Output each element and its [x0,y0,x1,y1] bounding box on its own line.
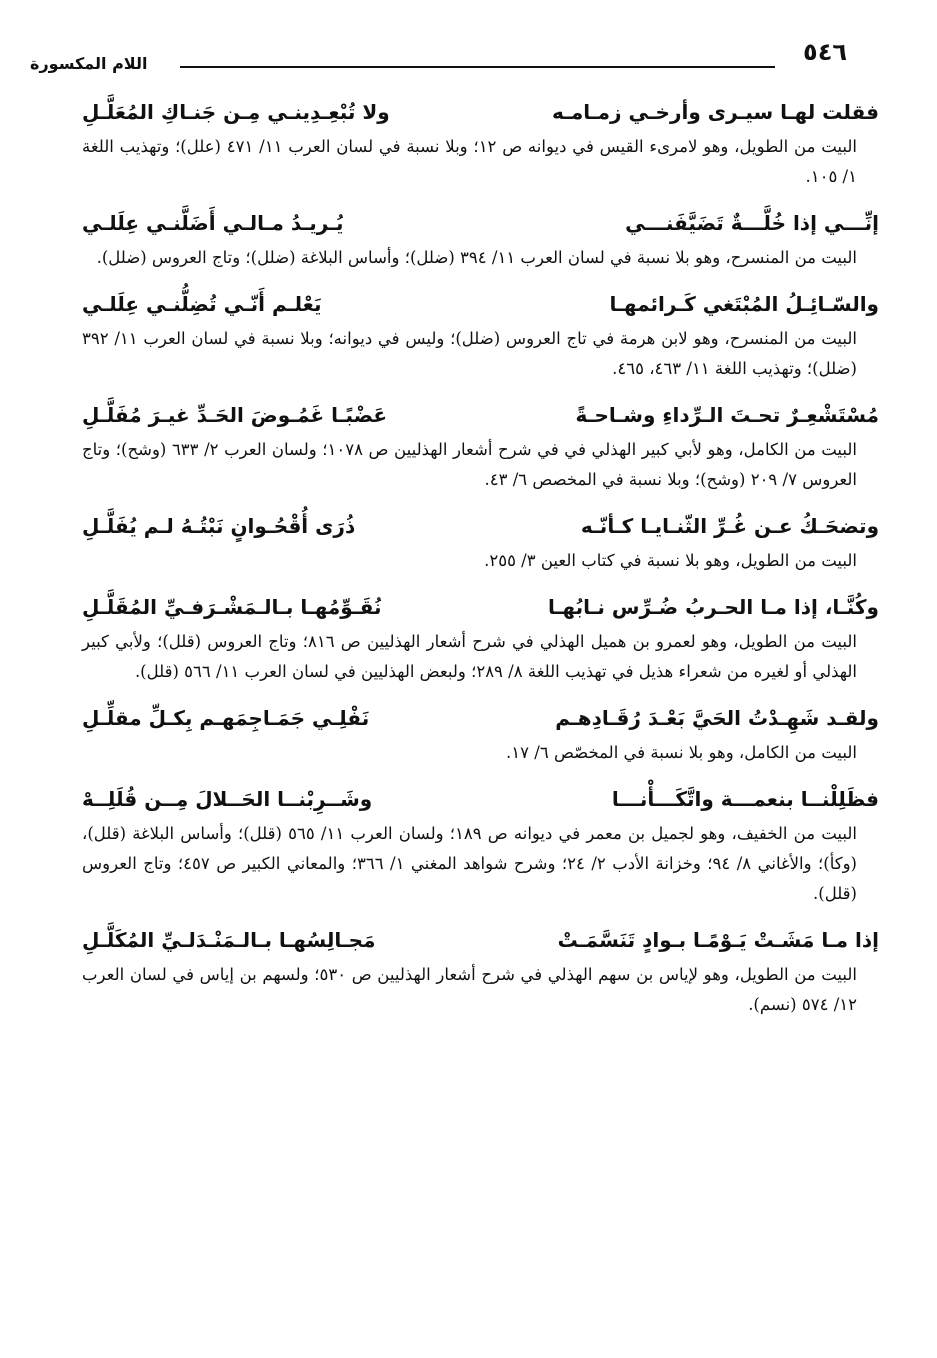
second-hemistich: يُـريـدُ مـالـي أَضَلَّنـي عِلَلـي [82,211,344,235]
second-hemistich: يَعْلـم أَنّـي تُضِلُّنـي عِلَلـي [82,292,322,316]
verse-entry [82,92,879,192]
second-hemistich: ذُرَى أُقْحُـوانٍ نَبْتُـهُ لـم يُفَلَّـلِ [82,514,356,538]
second-hemistich: نُقَـوِّمُهـا بـالـمَشْـرَفـيِّ المُقَلَّـلِ [82,595,382,619]
verse-entry [82,698,879,768]
first-hemistich: فقلت لهـا سيـرى وأرخـي زمـامـه [551,100,879,124]
verse-entry [82,395,879,495]
header-rule [180,66,775,68]
verse-entry [82,506,879,576]
first-hemistich: مُسْتَشْعِـرٌ تحـتَ الـرِّداءِ وشـاحـةً [575,403,879,427]
verse-line [82,92,879,132]
verse-entry [82,587,879,687]
footnote-text: البيت من المنسرح، وهو بلا نسبة في لسان العرب ١١/ ٣٩٤ (ضلل)؛ وأساس البلاغة (ضلل)؛ وتاج العروس (ضلل). [96,248,857,267]
verse-line [82,506,879,546]
first-hemistich: وكُنَّـا، إذا مـا الحـربُ ضُـرِّس نـابُهـا [548,595,879,619]
first-hemistich: وتضحَـكُ عـن غُـرِّ الثّنـايـا كـأنّـه [580,514,879,538]
second-hemistich: نَفْلِـي جَمَـاجِمَهـم بِكـلِّ مقلِّـلِ [82,706,370,730]
second-hemistich: ولا تُبْعِـدِينـي مِـن جَنـاكِ المُعَلَّـلِ [82,100,390,124]
footnote-text: البيت من الطويل، وهو لعمرو بن هميل الهذلي في شرح أشعار الهذليين ص ٨١٦؛ وتاج العروس (قلل)؛ ولأبي كبير الهذلي أو لغيره من شعراء هذيل في تهذيب اللغة ٨/ ٢٨٩؛ ولبعض الهذليين في لسان العرب ١١/ ٥٦٦ (قلل). [82,632,857,681]
verse-line [82,203,879,243]
first-hemistich: ولقـد شَهِـدْتُ الحَيَّ بَعْـدَ رُقَـادِهـم [555,706,879,730]
footnote-text: البيت من الكامل، وهو لأبي كبير الهذلي في في شرح أشعار الهذليين ص ١٠٧٨؛ ولسان العرب ٢/ ٦٣٣ (وشح)؛ وتاج العروس ٧/ ٢٠٩ (وشح)؛ وبلا نسبة في المخصص ٦/ ٤٣. [82,440,857,489]
verse-entries [82,92,879,1031]
first-hemistich: والسّـائِـلُ المُبْتَغي كَـرائمهـا [609,292,879,316]
page-header [30,38,847,78]
second-hemistich: عَضْبًـا غَمُـوضَ الحَـدِّ غيـرَ مُفَلَّـلِ [82,403,387,427]
footnote-text: البيت من الطويل، وهو لإياس بن سهم الهذلي في شرح أشعار الهذليين ص ٥٣٠؛ ولسهم بن إياس في لسان العرب ١٢/ ٥٧٤ (نسم). [82,965,857,1014]
verse-line [82,395,879,435]
verse-entry [82,920,879,1020]
verse-line [82,920,879,960]
verse-line [82,779,879,819]
second-hemistich: وشَــرِبْنــا الحَــلالَ مِــن قُلَلِــهْ [82,787,373,811]
footnote-text: البيت من الكامل، وهو بلا نسبة في المخصّص ٦/ ١٧. [506,743,857,762]
verse-entry [82,284,879,384]
running-title: اللام المكسورة [30,54,148,73]
second-hemistich: مَجـالِسُهـا بـالـمَنْـدَلـيِّ المُكَلَّـلِ [82,928,376,952]
page-number: ٥٤٦ [803,38,847,66]
first-hemistich: إذا مـا مَشَـتْ يَـوْمًـا بـوادٍ تَنَسَّمَـتْ [557,928,879,952]
verse-line [82,284,879,324]
footnote-text: البيت من الطويل، وهو بلا نسبة في كتاب العين ٣/ ٢٥٥. [484,551,857,570]
first-hemistich: إنِّـــي إذا خُلَّـــةٌ تَضَيَّفَنـــي [625,211,879,235]
verse-entry [82,779,879,909]
verse-line [82,587,879,627]
verse-line [82,698,879,738]
footnote-text: البيت من المنسرح، وهو لابن هرمة في تاج العروس (ضلل)؛ وليس في ديوانه؛ وبلا نسبة في لسان العرب ١١/ ٣٩٢ (ضلل)؛ وتهذيب اللغة ١١/ ٤٦٣، ٤٦٥. [82,329,857,378]
first-hemistich: فظَلِلْنــا بنعمـــة واتَّكَـــأْنـــا [611,787,879,811]
footnote-text: البيت من الخفيف، وهو لجميل بن معمر في ديوانه ص ١٨٩؛ ولسان العرب ١١/ ٥٦٥ (قلل)؛ وأساس البلاغة (قلل)، (وكأ)؛ والأغاني ٨/ ٩٤؛ وخزانة الأدب ٢/ ٢٤؛ وشرح شواهد المغني ١/ ٣٦٦؛ والمعاني الكبير ص ٤٥٧؛ وتاج العروس (قلل). [82,824,857,903]
verse-entry [82,203,879,273]
footnote-text: البيت من الطويل، وهو لامرىء القيس في ديوانه ص ١٢؛ وبلا نسبة في لسان العرب ١١/ ٤٧١ (علل)؛ وتهذيب اللغة ١/ ١٠٥. [82,137,857,186]
